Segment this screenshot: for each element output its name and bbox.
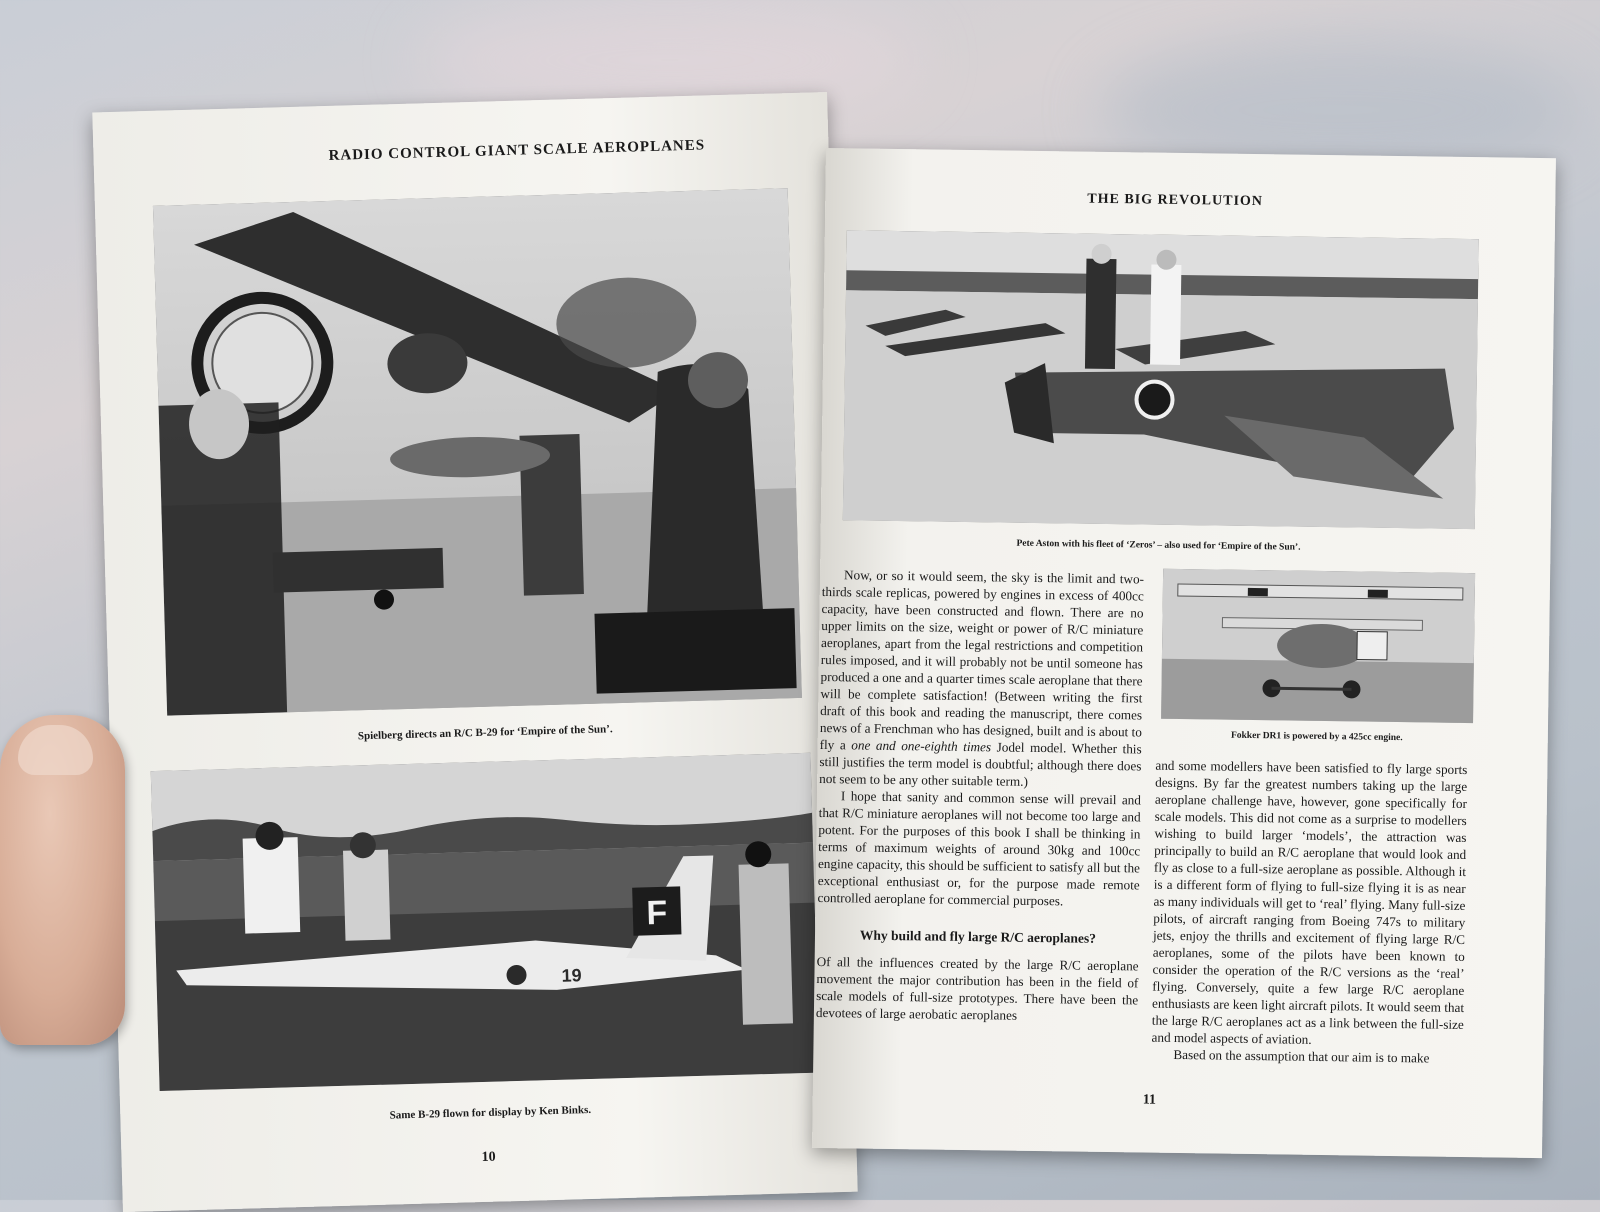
left-page (92, 92, 857, 1212)
column1-paragraph-2: I hope that sanity and common sense will prevail and that R/C miniature aeroplanes will not become too large and potent. For the purposes of this book I shall be thinking in terms of maximum weights of around 30kg and 100cc engine capacity, this should be sufficient to satisfy all but the exceptional enthusiast or, for the purpose made remote controlled aeroplane for commercial purposes. (817, 788, 1142, 909)
section-subhead: Why build and fly large R/C aeroplanes? (859, 927, 1097, 946)
fokker-dr1-photo (1161, 569, 1475, 723)
column2-paragraph-1: and some modellers have been satisfied to fly large sports designs. By far the greatest numbers taking up the large aeroplane challenge have, however, gone specifically for scale models. This did not come as a surprise to modellers wishing to build larger ‘models’, the attraction was principally to build an R/C aeroplane that would look and fly as close to a full-size aeroplane as possible. Although it is a different form of flying to full-size flying it is as near as many individuals will get to ‘real’ flying. Many full-size pilots, of aircraft ranging from Boeing 747s to military jets, enjoy the thrills and excitement of flying large R/C aeroplanes, some of the pilots have been known to consider the operation of the R/C versions as the ‘real’ flying. Conversely, quite a few large R/C aeroplane enthusiasts are keen light aircraft pilots. It would seem that the large R/C aeroplanes act as a link between the full-size and model aspects of aviation. (1151, 757, 1468, 1047)
right-photo1-caption: Pete Aston with his fleet of ‘Zeros’ – also used for ‘Empire of the Sun’. (1016, 538, 1301, 553)
zeros-fleet-illustration (843, 230, 1479, 529)
fuselage-number: 19 (561, 965, 582, 986)
column1-paragraph-3: Of all the influences created by the large R/C aeroplane movement the major contribution has been in the field of scale models of full-size prototypes. There have been the devotees of large aerobatic aeroplanes (815, 953, 1139, 1023)
right-folio: 11 (1142, 1092, 1157, 1108)
text-column-1 (816, 566, 1144, 1025)
thumbnail-nail (18, 725, 93, 775)
column2-paragraph-2: Based on the assumption that our aim is to make (1173, 1046, 1430, 1066)
left-folio: 10 (481, 1149, 496, 1166)
b29-display-photo (151, 753, 820, 1091)
right-page (812, 148, 1556, 1158)
column1-paragraph-1: Now, or so it would seem, the sky is the limit and two-thirds scale replicas, powered by engines in excess of 400cc capacity, have been constructed and flown. There are no upper limits on the size, weight or power of R/C miniature aeroplanes, apart from the legal restrictions and competition rules imposed, and it will probably not be until someone has produced a one and a quarter times scale aeroplane that there will be complete satisfaction! (Between writing the first draft of this book and reading the manuscript, there comes news of a Frenchman who has designed, built and is about to fly a one and one-eighth times Jodel model. Whether this still justifies the term model is doubtful; although there does not seem to be any other suitable term.) (819, 567, 1145, 789)
left-running-head: RADIO CONTROL GIANT SCALE AEROPLANES (328, 137, 706, 164)
left-photo2-caption: Same B-29 flown for display by Ken Binks. (389, 1103, 592, 1122)
right-running-head: THE BIG REVOLUTION (1087, 191, 1264, 210)
b29-filming-illustration (153, 188, 802, 716)
holding-thumb (0, 715, 125, 1045)
b29-filming-photo (153, 188, 802, 716)
b29-display-illustration (151, 753, 820, 1091)
tail-code-letter: F (645, 893, 668, 933)
text-column-2 (1151, 757, 1467, 1067)
emphasis-scale: one and one-eighth times (851, 737, 992, 755)
left-photo1-caption: Spielberg directs an R/C B-29 for ‘Empire of the Sun’. (357, 723, 613, 743)
right-photo2-caption: Fokker DR1 is powered by a 425cc engine. (1230, 730, 1403, 744)
zeros-fleet-photo (843, 230, 1479, 529)
fokker-dr1-illustration (1161, 569, 1475, 723)
